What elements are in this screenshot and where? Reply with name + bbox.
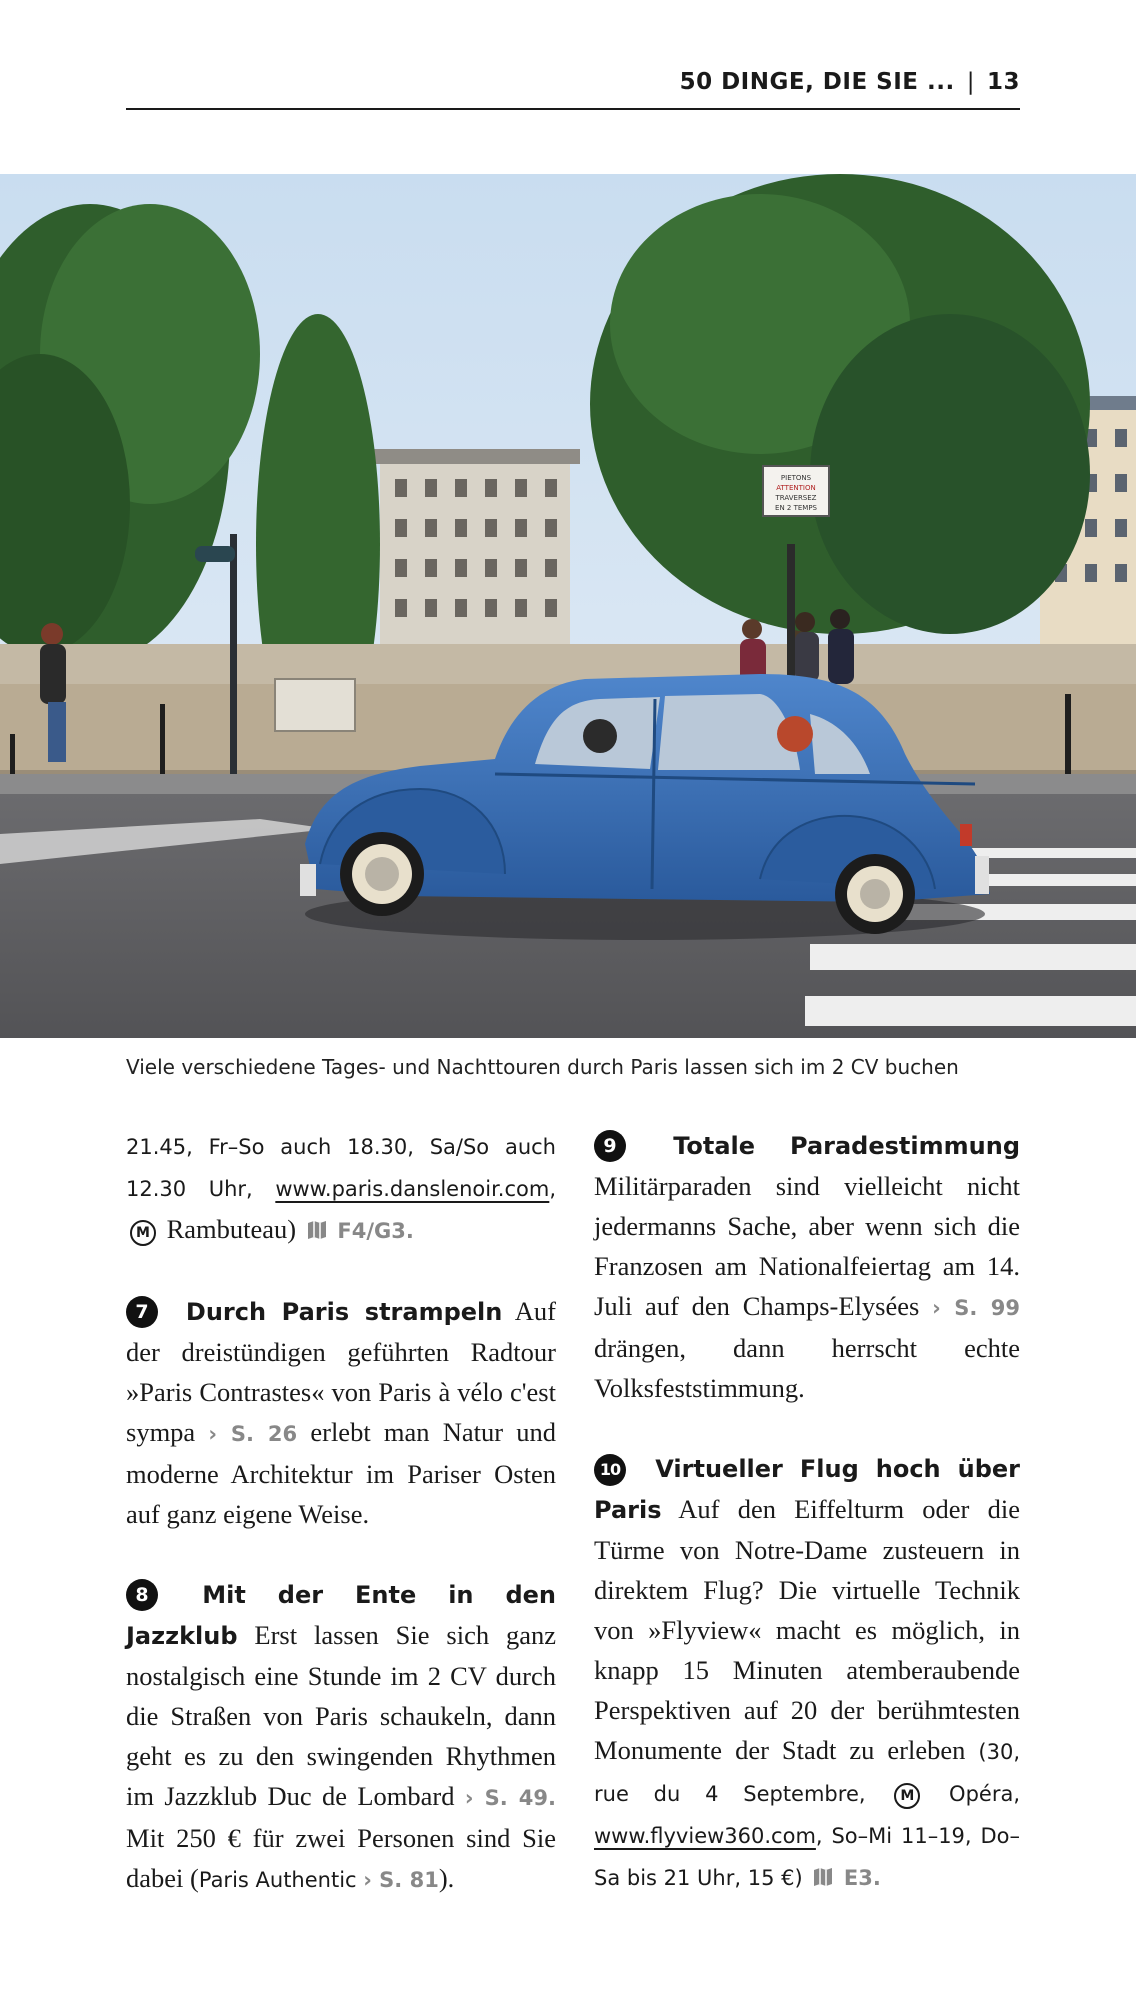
page-reference: › S. 26 — [208, 1422, 298, 1446]
photo-2cv-paris — [0, 174, 1136, 1038]
page-number: 13 — [986, 69, 1020, 95]
entry-10: 10 Virtueller Flug hoch über Paris Auf den Eiffelturm oder die Türme von Notre-Dame zusteuern in direktem Flug? Die virtuelle Technik von »Flyview« macht es möglich, in knapp 15 Minuten atemberaubende Perspektiven auf 20 der berühmtesten Monumente der Stadt zu erleben (30, rue du 4 Septembre, M Opéra, www.flyview360.com, So–Mi 11–19, Do–Sa bis 21 Uhr, 15 €) E3. — [594, 1455, 1021, 1890]
entry-heading: Virtueller Flug hoch über Paris — [594, 1455, 1020, 1524]
svg-text:TRAVERSEZ: TRAVERSEZ — [775, 494, 817, 502]
metro-icon: M — [894, 1783, 920, 1809]
entry-heading: Mit der Ente in den Jazzklub — [126, 1581, 557, 1650]
running-header — [126, 62, 1020, 110]
map-icon — [307, 1220, 327, 1240]
section-title: 50 DINGE, DIE SIE ... — [679, 69, 955, 95]
page-reference: › S. 99 — [932, 1296, 1020, 1320]
entry-heading: Durch Paris strampeln — [185, 1298, 503, 1326]
entry-number-badge: 9 — [594, 1130, 626, 1162]
entry-number-badge: 7 — [126, 1296, 158, 1328]
map-reference: E3. — [843, 1866, 881, 1890]
left-column — [126, 1125, 556, 1940]
svg-text:ATTENTION: ATTENTION — [776, 484, 816, 492]
map-icon — [813, 1867, 833, 1887]
entry-7: 7 Durch Paris strampeln Auf der dreistündigen geführten Radtour »Paris Contrastes« von Paris à vélo c'est sympa › S. 26 erlebt man Natur und moderne Architektur im Pariser Osten auf ganz eigene Weise. — [126, 1296, 556, 1529]
svg-text:EN 2 TEMPS: EN 2 TEMPS — [775, 504, 817, 512]
photo-illustration — [0, 174, 1136, 1038]
entry-number-badge: 8 — [126, 1579, 158, 1611]
page-reference: › S. 81 — [363, 1868, 439, 1892]
lamp-post — [230, 534, 237, 774]
svg-text:PIETONS: PIETONS — [780, 474, 812, 482]
website-link-flyview[interactable]: www.flyview360.com — [594, 1824, 816, 1848]
header-separator: | — [966, 69, 975, 95]
entry-number-badge: 10 — [594, 1454, 626, 1486]
right-column — [594, 1125, 1020, 1938]
map-reference: F4/G3. — [337, 1219, 414, 1243]
wall-plaque — [275, 679, 355, 731]
entry-8: 8 Mit der Ente in den Jazzklub Erst lassen Sie sich ganz nostalgisch eine Stunde im 2 CV durch die Straßen von Paris schaukeln, dann geht es zu den swingenden Rhythmen im Jazzklub Duc de Lombard › S. 49. Mit 250 € für zwei Personen sind Sie dabei (Paris Authentic › S. 81). — [126, 1581, 557, 1893]
entry-heading: Totale Paradestimmung — [673, 1132, 1020, 1160]
metro-icon: M — [130, 1220, 156, 1246]
photo-caption: Viele verschiedene Tages- und Nachttouren durch Paris lassen sich im 2 CV buchen — [126, 1055, 959, 1079]
page-reference: › S. 49. — [464, 1786, 556, 1810]
entry-6-continuation: 21.45, Fr–So auch 18.30, Sa/So auch 12.30 Uhr, www.paris.danslenoir.com, M Rambuteau) F4/G3. — [126, 1135, 556, 1244]
website-link-danslenoir[interactable]: www.paris.danslenoir.com — [275, 1177, 550, 1201]
quay-far — [0, 644, 1136, 684]
entry-9: 9 Totale Paradestimmung Militärparaden sind vielleicht nicht jedermanns Sache, aber wenn sich die Franzosen am Nationalfeiertag am 14. Juli auf den Champs-Elysées › S. 99 drängen, dann herrscht echte Volksfeststimmung. — [594, 1132, 1020, 1403]
